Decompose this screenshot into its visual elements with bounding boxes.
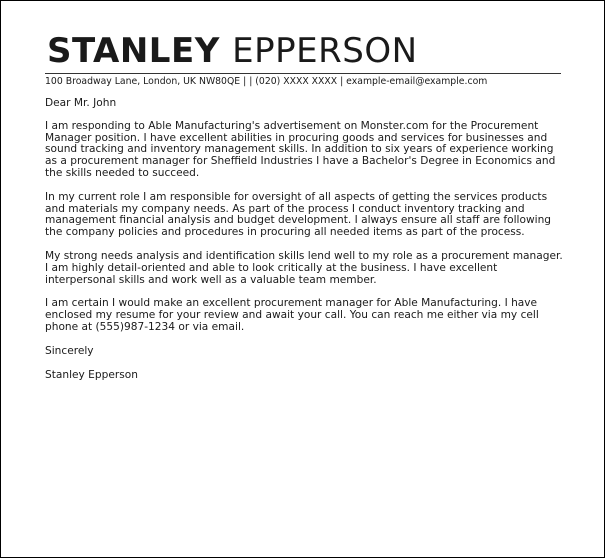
salutation: Dear Mr. John [45,97,117,109]
paragraph-3: My strong needs analysis and identification skills lend well to my role as a procurement manager. I am highly detail-oriented and able to look critically at the business. I have excellent interpersonal skills and work well as a valuable team member. [45,249,563,286]
paragraph-1: I am responding to Able Manufacturing's advertisement on Monster.com for the Procurement Manager position. I have excellent abilities in procuring goods and services for businesses and sound tracking and inventory management skills. In addition to six years of experience working as a procurement manager for Sheffield Industries I have a Bachelor's Degree in Economics and the skills needed to succeed. [45,119,556,179]
sender-last-name: EPPERSON [232,31,418,71]
paragraph-4: I am certain I would make an excellent procurement manager for Able Manufacturing. I have enclosed my resume for your review and await your call. You can reach me either via my cell phone at (555)987-1234 or via email. [45,297,539,333]
sender-name-heading [45,31,565,71]
paragraph-2: In my current role I am responsible for oversight of all aspects of getting the services products and materials my company needs. As part of the process I conduct inventory tracking and management financial analysis and budget development. I always ensure all staff are following the company policies and procedures in procuring all needed items as part of the process. [45,190,552,239]
letter-content [45,31,565,393]
closing: Sincerely [45,344,94,357]
contact-line: 100 Broadway Lane, London, UK NW80QE | | (020) XXXX XXXX | example-email@example.com [45,76,488,87]
letter-body [45,98,565,381]
sender-first-name: STANLEY [47,31,220,71]
header-divider [45,73,561,74]
signature: Stanley Epperson [45,368,138,381]
